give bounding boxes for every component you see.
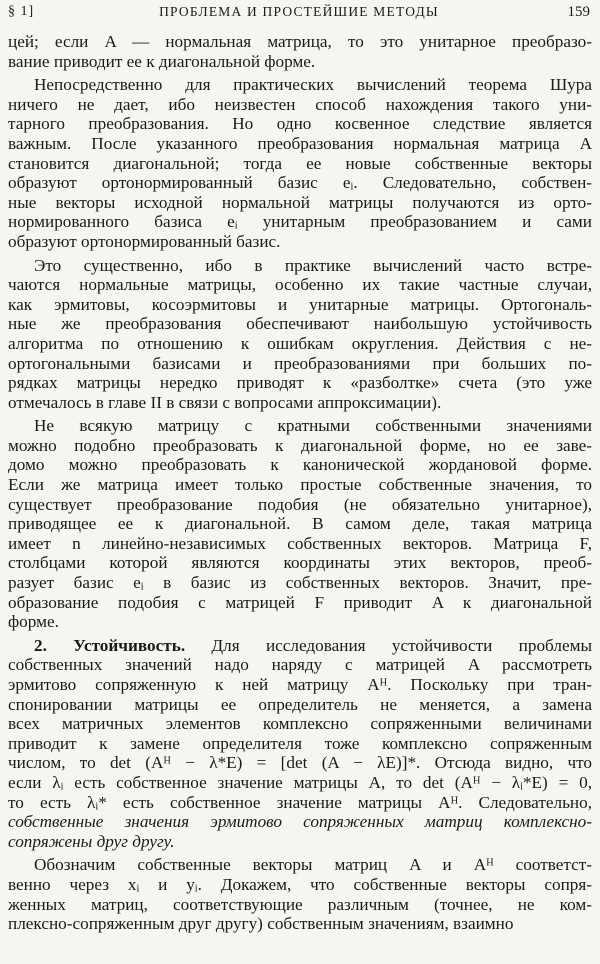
text-line: форме.	[8, 612, 59, 632]
running-header	[8, 4, 590, 26]
paragraph	[8, 75, 592, 251]
text-line: образуют ортонормированный базис.	[8, 231, 281, 251]
text-line: собственные значения эрмитово сопряженных матриц комплексно-	[8, 812, 592, 832]
text-line: ничего не дает, ибо неизвестен способ нахождения такого уни-	[8, 94, 592, 114]
running-title: ПРОБЛЕМА И ПРОСТЕЙШИЕ МЕТОДЫ	[159, 4, 439, 19]
paragraph	[8, 256, 592, 413]
text-line: образование подобия с матрицей F приводит A к диагональной	[8, 592, 592, 612]
text-line: ные же преобразования обеспечивают наибольшую устойчивость	[8, 314, 592, 334]
text-line: приводящее ее к диагональной. В самом деле, такая матрица	[8, 514, 592, 534]
text-line: женных матриц, соответствующие различным (точнее, не ком-	[8, 894, 592, 914]
text-line: Это существенно, ибо в практике вычислений часто встре-	[34, 255, 592, 275]
text-line: существует преобразование подобия (не обязательно унитарное),	[8, 494, 592, 514]
text-line: можно подобно преобразовать к диагональной форме, но ее заве-	[8, 435, 592, 455]
text-line: то есть λᵢ* есть собственное значение матрицы Aᴴ. Следовательно,	[8, 792, 592, 812]
text-line: Обозначим собственные векторы матриц A и Aᴴ соответст-	[34, 855, 592, 875]
paragraph	[8, 636, 592, 852]
text-line: тарного преобразования. Но одно косвенное следствие является	[8, 114, 592, 134]
section-marker: § 1]	[8, 4, 35, 19]
text-line: всех матричных элементов комплексно сопряженными величинами	[8, 714, 592, 734]
text-line: цей; если A — нормальная матрица, то это унитарное преобразо-	[8, 32, 592, 51]
text-line: разует базис eᵢ в базис из собственных векторов. Значит, пре-	[8, 573, 592, 593]
text-line: венно через xᵢ и yᵢ. Докажем, что собственные векторы сопря-	[8, 874, 592, 894]
text-line: как эрмитовы, косоэрмитовы и унитарные матрицы. Ортогональ-	[8, 294, 592, 314]
text-line: становится диагональной; тогда ее новые собственные векторы	[8, 153, 592, 173]
text-line: Не всякую матрицу с кратными собственными значениями	[34, 416, 592, 436]
text-line: сопряжены друг другу.	[8, 831, 175, 851]
text-line: домо можно преобразовать к канонической жордановой форме.	[8, 455, 592, 475]
text-line: плексно-сопряженным друг другу) собственным значениям, взаимно	[8, 914, 514, 934]
text-line: Непосредственно для практических вычислений теорема Шура	[34, 75, 592, 95]
text-line: ортогональными базисами и преобразованиями при больших по-	[8, 353, 592, 373]
text-line: эрмитово сопряженную к ней матрицу Aᴴ. Поскольку при тран-	[8, 675, 592, 694]
text-line: приводит к замене определителя тоже комплексно сопряженным	[8, 733, 592, 753]
text-line: столбцами которой являются координаты этих векторов, преоб-	[8, 553, 592, 573]
text-line: нормированного базиса eᵢ унитарным преобразованием и сами	[8, 212, 592, 232]
paragraph	[8, 416, 592, 632]
page-body	[8, 32, 592, 938]
page-number: 159	[567, 4, 590, 20]
text-line: имеет n линейно-независимых собственных векторов. Матрица F,	[8, 533, 592, 553]
paragraph	[8, 855, 592, 933]
paragraph	[8, 32, 592, 71]
text-line: вание приводит ее к диагональной форме.	[8, 51, 316, 71]
text-line: рядках матрицы нередко приводят к «разболтке» счета (это уже	[8, 373, 592, 393]
text-line: спонировании матрицы ее определитель не меняется, а замена	[8, 694, 592, 714]
text-line: ные векторы исходной нормальной матрицы получаются из орто-	[8, 192, 592, 212]
text-line: отмечалось в главе II в связи с вопросами аппроксимации).	[8, 392, 442, 412]
text-line: числом, то det (Aᴴ − λ*E) = [det (A − λE)]*. Отсюда видно, что	[8, 753, 592, 773]
text-line: 2. Устойчивость. Для исследования устойчивости проблемы	[34, 635, 592, 655]
text-line: Если же матрица имеет только простые собственные значения, то	[8, 475, 592, 495]
text-line: алгоритма по отношению к ошибкам округления. Действия с не-	[8, 333, 592, 353]
text-line: важным. После указанного преобразования нормальная матрица A	[8, 133, 592, 153]
text-line: образуют ортонормированный базис eᵢ. Следовательно, собствен-	[8, 173, 592, 193]
text-line: чаются нормальные матрицы, особенно их такие частные случаи,	[8, 275, 592, 295]
text-line: собственных значений надо наряду с матрицей A рассмотреть	[8, 655, 592, 675]
text-line: если λᵢ есть собственное значение матрицы A, то det (Aᴴ − λᵢ*E) = 0,	[8, 772, 592, 792]
